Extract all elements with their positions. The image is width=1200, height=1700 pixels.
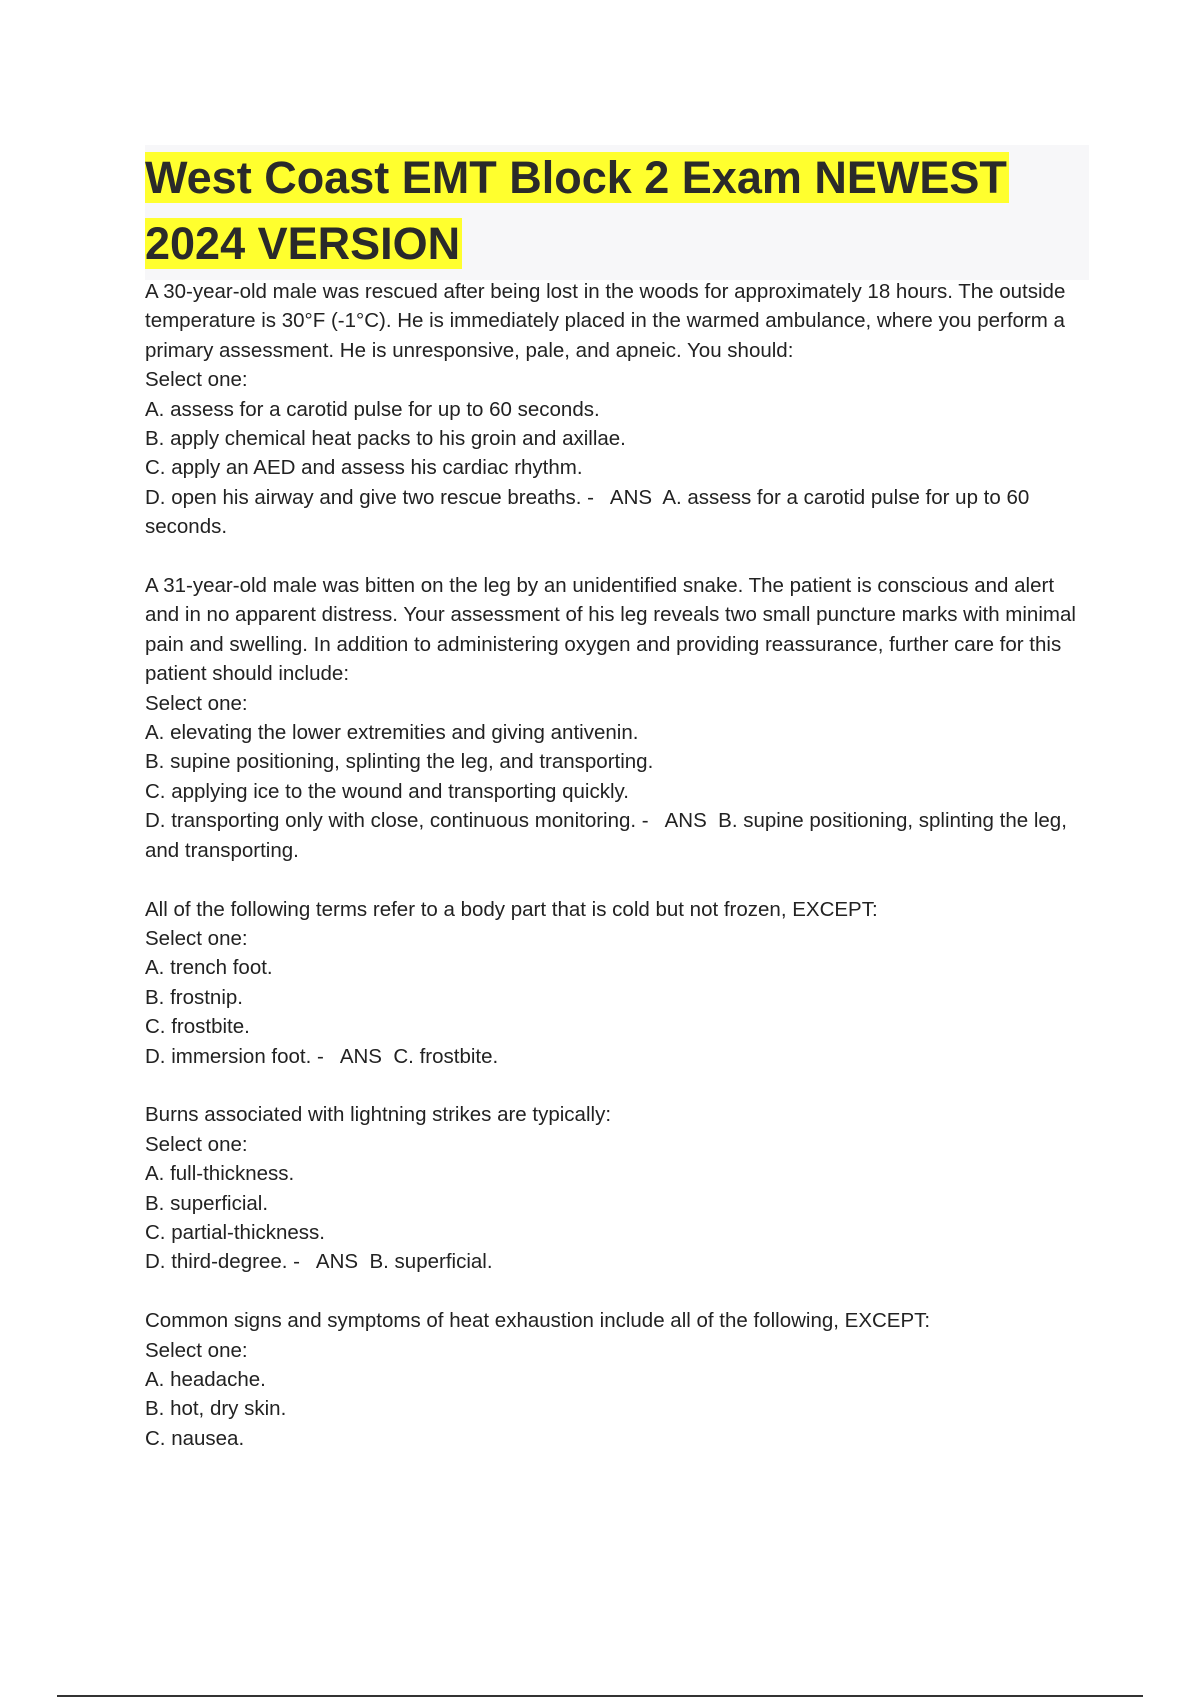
answer-option (145, 1247, 1085, 1276)
option-text: A. headache. (145, 1367, 266, 1391)
answer-gap (358, 1250, 369, 1273)
answer-option (145, 1159, 1085, 1188)
answer-gap (382, 1045, 393, 1068)
answer-option (145, 424, 1085, 453)
answer-gap (652, 486, 662, 509)
option-text: D. third-degree. (145, 1250, 288, 1274)
option-text: A. full-thickness. (145, 1162, 295, 1186)
correct-answer: A. assess for a carotid pulse for up to 60 seconds. (145, 485, 1030, 539)
question-block (145, 1306, 1085, 1453)
question-block (145, 571, 1085, 865)
title-highlight: West Coast EMT Block 2 Exam NEWEST 2024 VERSION (145, 152, 1007, 269)
option-text: D. transporting only with close, continuous monitoring. (145, 809, 637, 833)
answer-option (145, 1189, 1085, 1218)
question-list (145, 277, 1085, 1483)
question-block (145, 1100, 1085, 1276)
answer-option (145, 1365, 1085, 1394)
select-one-label: Select one: (145, 926, 248, 950)
answer-option (145, 395, 1085, 424)
question-block (145, 277, 1085, 542)
select-one-label: Select one: (145, 1338, 248, 1362)
select-one-label: Select one: (145, 1132, 248, 1156)
answer-option (145, 747, 1085, 776)
option-text: B. superficial. (145, 1191, 269, 1215)
answer-marker: ANS (664, 809, 707, 833)
question-text: Burns associated with lightning strikes are typically: (145, 1103, 612, 1127)
question-text: A 30-year-old male was rescued after being lost in the woods for approximately 18 hours. The outside temperature is 30°F (-1°C). He is immediately placed in the warmed ambulance, where you perform a primary assessment. He is unresponsive, pale, and apneic. You should: (145, 280, 1066, 362)
correct-answer: B. superficial. (369, 1250, 493, 1274)
answer-option (145, 1218, 1085, 1247)
option-text: B. frostnip. (145, 985, 243, 1009)
option-text: A. trench foot. (145, 956, 273, 980)
question-text: A 31-year-old male was bitten on the leg by an unidentified snake. The patient is conscious and alert and in no apparent distress. Your assessment of his leg reveals two small puncture marks with minimal pain and swelling. In addition to administering oxygen and providing reassurance, further care for this patient should include: (145, 574, 1076, 686)
option-text: D. immersion foot. (145, 1044, 312, 1068)
answer-option (145, 983, 1085, 1012)
answer-marker: ANS (315, 1250, 359, 1274)
question-text: All of the following terms refer to a body part that is cold but not frozen, EXCEPT: (145, 897, 878, 921)
answer-option (145, 953, 1085, 982)
answer-separator: - (311, 1044, 340, 1068)
option-text: A. assess for a carotid pulse for up to 60 seconds. (145, 397, 600, 421)
answer-separator: - (581, 485, 610, 509)
option-text: B. supine positioning, splinting the leg, and transporting. (145, 750, 654, 774)
question-block (145, 895, 1085, 1071)
answer-option (145, 806, 1085, 865)
footer-divider (57, 1695, 1143, 1697)
answer-option (145, 453, 1085, 482)
document-title (145, 145, 1089, 277)
title-block (145, 145, 1089, 280)
answer-option (145, 718, 1085, 747)
select-one-label: Select one: (145, 691, 248, 715)
answer-option (145, 1394, 1085, 1423)
option-text: C. partial-thickness. (145, 1220, 326, 1244)
select-one-label: Select one: (145, 368, 248, 392)
answer-separator: - (287, 1250, 316, 1274)
option-text: B. hot, dry skin. (145, 1397, 287, 1421)
option-text: C. applying ice to the wound and transporting quickly. (145, 779, 629, 803)
answer-gap (707, 809, 718, 832)
option-text: C. apply an AED and assess his cardiac rhythm. (145, 456, 583, 480)
correct-answer: B. supine positioning, splinting the leg, and transporting. (145, 809, 1067, 862)
question-text: Common signs and symptoms of heat exhaustion include all of the following, EXCEPT: (145, 1309, 931, 1333)
option-text: C. nausea. (145, 1426, 245, 1450)
option-text: B. apply chemical heat packs to his groin and axillae. (145, 427, 626, 451)
option-text: A. elevating the lower extremities and giving antivenin. (145, 721, 639, 745)
option-text: D. open his airway and give two rescue breaths. (145, 485, 582, 509)
correct-answer: C. frostbite. (393, 1044, 499, 1068)
answer-marker: ANS (339, 1044, 382, 1068)
answer-separator: - (636, 809, 665, 833)
answer-option (145, 1042, 1085, 1071)
answer-option (145, 777, 1085, 806)
option-text: C. frostbite. (145, 1015, 250, 1039)
answer-option (145, 1012, 1085, 1041)
answer-option (145, 1424, 1085, 1453)
answer-marker: ANS (609, 485, 653, 509)
answer-option (145, 483, 1085, 542)
